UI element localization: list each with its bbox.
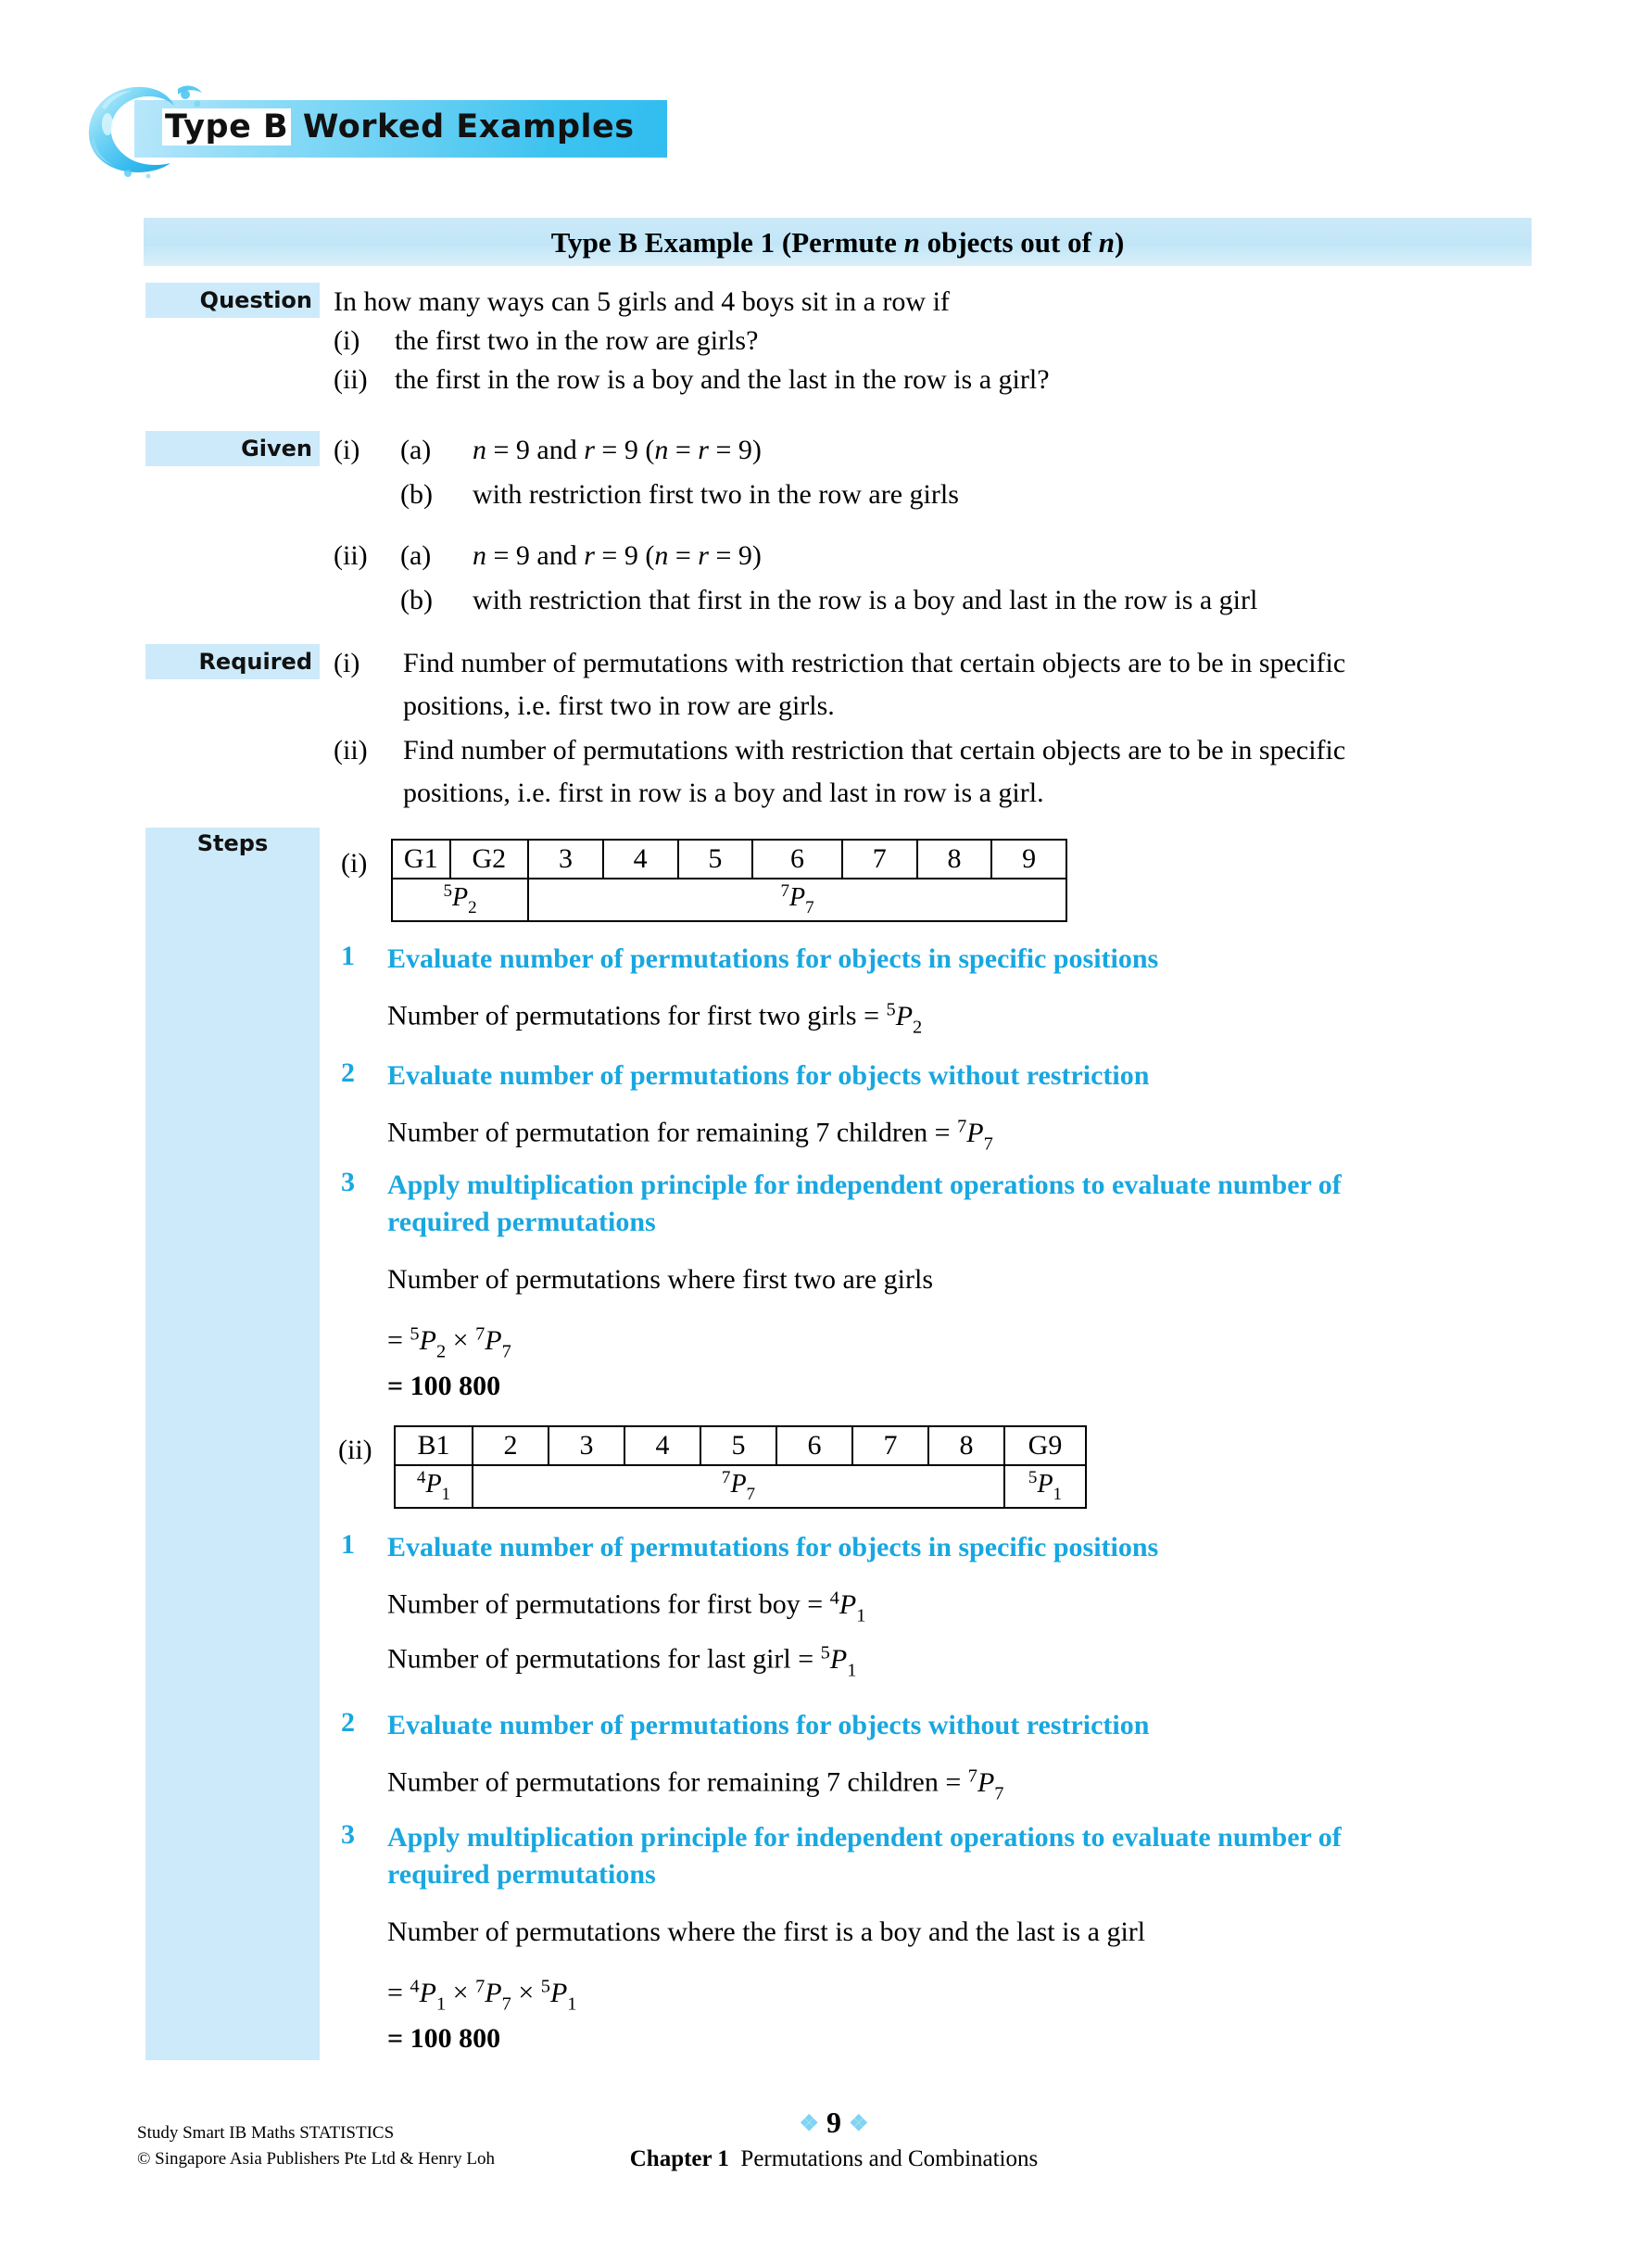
- part-ii-cell-2: 2: [473, 1426, 549, 1465]
- question-item-1-text: the first two in the row are girls?: [395, 325, 759, 356]
- part-ii-table-row-positions: [395, 1426, 1086, 1465]
- given-group-2-b-text: with restriction that first in the row is a boy and last in the row is a girl: [473, 585, 1258, 615]
- required-item-2-text2: positions, i.e. first in row is a boy and last in row is a girl.: [403, 778, 1044, 808]
- question-stem: In how many ways can 5 girls and 4 boys sit in a row if: [334, 286, 950, 317]
- question-item-2: [334, 361, 1538, 399]
- part-i-diagram-table: [391, 839, 1067, 922]
- part-i-eq-times: ×: [446, 1324, 476, 1356]
- part-ii-step-3-number: 3: [341, 1819, 355, 1850]
- part-ii-eq-lead: =: [387, 1977, 410, 2008]
- question-label: Question: [145, 283, 320, 318]
- part-ii-step-1-l1-sub: 1: [856, 1605, 866, 1626]
- part-i-eq-sup2: 7: [475, 1323, 486, 1344]
- part-ii-formula-3-sup: 5: [1028, 1468, 1038, 1488]
- part-ii-formula-2-p: P: [730, 1469, 747, 1499]
- part-i-step-1-p: P: [895, 1000, 914, 1031]
- part-i-cell-2: G2: [450, 840, 529, 879]
- given-group-1-a-marker: (a): [400, 435, 432, 465]
- part-i-cell-6: 6: [752, 840, 842, 879]
- part-ii-eq-sub1: 1: [435, 1993, 447, 2015]
- part-ii-step-2-line-1-text: Number of permutations for remaining 7 children =: [387, 1766, 968, 1798]
- part-ii-eq-sup1: 4: [410, 1976, 420, 1996]
- part-ii-eq-sup2: 7: [475, 1976, 486, 1996]
- part-ii-answer: = 100 800: [387, 2023, 501, 2054]
- part-i-step-3-body: Number of permutations where first two are girls: [387, 1264, 933, 1295]
- example-title-post: ): [1114, 226, 1125, 259]
- given-label: Given: [145, 431, 320, 466]
- part-i-eq-lead: =: [387, 1324, 410, 1356]
- given-group-2-a-marker: (a): [400, 540, 432, 571]
- question-item-2-marker: (ii): [334, 364, 368, 395]
- footer-publisher-line-1: Study Smart IB Maths STATISTICS: [137, 2123, 395, 2143]
- given-2a-mid: = 9 and: [486, 540, 585, 571]
- part-ii-formula-1-sub: 1: [441, 1484, 451, 1504]
- part-ii-step-1-line-1-text: Number of permutations for first boy =: [387, 1588, 830, 1620]
- part-ii-step-1-line-1: [387, 1578, 865, 1635]
- banner-title: [162, 108, 635, 145]
- page-banner: [74, 100, 667, 158]
- part-i-step-3-equation: = $^5P_2 \times ^7P_7$: [387, 1323, 511, 1362]
- part-ii-cell-5: 5: [700, 1426, 776, 1465]
- example-title-mid: objects out of: [919, 226, 1099, 259]
- banner-title-prefix: Type B: [162, 108, 291, 145]
- part-ii-eq-sub2: 7: [501, 1993, 511, 2015]
- part-ii-cell-8: 8: [928, 1426, 1004, 1465]
- part-ii-step-3-body: Number of permutations where the first is a boy and the last is a girl: [387, 1917, 1146, 1947]
- part-ii-step-1-l2-sub: 1: [847, 1660, 857, 1681]
- required-item-2-marker: (ii): [334, 735, 368, 765]
- part-i-cell-9: 9: [991, 840, 1066, 879]
- example-title-var2: n: [1098, 226, 1115, 259]
- part-ii-step-2-heading: Evaluate number of permutations for objects without restriction: [387, 1710, 1150, 1740]
- part-i-step-2-line-1: [387, 1107, 993, 1163]
- part-i-formula-2: [528, 879, 1066, 921]
- given-1a-r2: r: [698, 435, 709, 465]
- part-i-formula-1-sup: 5: [443, 881, 453, 902]
- banner-title-suffix: Worked Examples: [302, 108, 635, 145]
- question-block: [334, 283, 1538, 399]
- part-ii-step-3-equation: = $^4P_1 \times ^7P_7 \times ^5P_1$: [387, 1976, 577, 2015]
- required-item-1-line2: [334, 687, 1557, 731]
- given-2a-r: r: [584, 540, 595, 571]
- part-i-formula-1-p: P: [452, 882, 469, 912]
- footer-deco-right-icon: ❖: [849, 2112, 869, 2136]
- part-ii-cell-9: G9: [1004, 1426, 1086, 1465]
- part-i-step-2-sub: 7: [983, 1133, 993, 1155]
- part-i-eq-sub2: 7: [501, 1341, 511, 1362]
- required-item-1-text1: Find number of permutations with restriction that certain objects are to be in specific: [403, 648, 1346, 678]
- part-i-step-1-sub: 2: [913, 1017, 923, 1038]
- part-ii-formula-2-sup: 7: [721, 1468, 731, 1488]
- given-group-2-b: [334, 581, 1538, 626]
- part-ii-step-1-number: 1: [341, 1529, 355, 1560]
- part-i-formula-2-sub: 7: [805, 897, 814, 917]
- part-ii-formula-1: [395, 1465, 473, 1508]
- part-i-formula-1-sub: 2: [468, 897, 477, 917]
- required-block: [334, 644, 1557, 818]
- example-title-var1: n: [903, 226, 920, 259]
- part-ii-step-1-line-2: [387, 1633, 856, 1689]
- part-ii-step-3-heading: [387, 1819, 1555, 1893]
- part-i-eq-sup1: 5: [410, 1323, 420, 1344]
- given-2a-end: = 9): [708, 540, 762, 571]
- part-i-step-3-number: 3: [341, 1167, 355, 1197]
- given-group-2-a-text: [473, 537, 762, 576]
- part-i-step-1-line-1: [387, 990, 922, 1046]
- part-i-step-2-line-1-text: Number of permutation for remaining 7 children =: [387, 1117, 958, 1148]
- part-ii-eq-sup3: 5: [540, 1976, 550, 1996]
- part-i-step-3-heading-line-1: Apply multiplication principle for independent operations to evaluate number of: [387, 1170, 1342, 1200]
- given-2a-post: = 9 (: [594, 540, 655, 571]
- part-i-table-row-formulas: [392, 879, 1066, 921]
- part-ii-step-1-l1-p: P: [839, 1588, 857, 1620]
- part-i-answer: = 100 800: [387, 1371, 501, 1401]
- given-1a-mid: = 9 and: [486, 435, 585, 465]
- part-i-table-row-positions: [392, 840, 1066, 879]
- part-ii-cell-4: 4: [624, 1426, 700, 1465]
- part-i-step-3-heading: [387, 1167, 1555, 1241]
- footer-chapter-title: Permutations and Combinations: [740, 2146, 1039, 2171]
- part-i-step-2-p: P: [966, 1117, 984, 1148]
- part-ii-formula-3-sub: 1: [1053, 1484, 1063, 1504]
- given-block: [334, 431, 1538, 626]
- part-ii-formula-2-sub: 7: [746, 1484, 756, 1504]
- part-ii-step-2-sup: 7: [967, 1765, 977, 1786]
- part-ii-step-2-number: 2: [341, 1707, 355, 1738]
- part-ii-eq-sub3: 1: [567, 1993, 577, 2015]
- part-ii-formula-3: [1004, 1465, 1086, 1508]
- part-i-cell-5: 5: [678, 840, 753, 879]
- part-i-cell-7: 7: [842, 840, 917, 879]
- part-i-formula-1: [392, 879, 528, 921]
- part-ii-eq-times: ×: [446, 1977, 476, 2008]
- question-item-1-marker: (i): [334, 325, 360, 356]
- part-ii-marker: (ii): [338, 1435, 372, 1465]
- part-i-cell-4: 4: [603, 840, 678, 879]
- given-1a-n2: n: [654, 435, 669, 465]
- part-ii-formula-1-sup: 4: [416, 1468, 426, 1488]
- required-item-1-marker: (i): [334, 648, 360, 678]
- part-ii-diagram-table: [394, 1425, 1087, 1509]
- part-ii-step-3-heading-line-1: Apply multiplication principle for independent operations to evaluate number of: [387, 1822, 1342, 1853]
- given-2a-r2: r: [698, 540, 709, 571]
- part-i-step-1-heading: Evaluate number of permutations for objects in specific positions: [387, 943, 1159, 974]
- given-group-2-a: [334, 537, 1538, 581]
- required-item-2-line2: [334, 774, 1557, 818]
- part-i-cell-1: G1: [392, 840, 450, 879]
- footer-chapter: [519, 2146, 1149, 2172]
- part-ii-table-row-formulas: [395, 1465, 1086, 1508]
- part-i-formula-2-sup: 7: [780, 881, 790, 902]
- given-group-2-marker: (ii): [334, 540, 368, 571]
- part-ii-step-1-l1-sup: 4: [829, 1588, 839, 1608]
- part-ii-formula-1-p: P: [425, 1469, 442, 1499]
- part-ii-formula-3-p: P: [1037, 1469, 1053, 1499]
- part-ii-step-2-p: P: [977, 1766, 995, 1798]
- example-title-pre: Type B Example 1 (Permute: [550, 226, 904, 259]
- part-ii-cell-3: 3: [549, 1426, 624, 1465]
- steps-label: Steps: [196, 830, 269, 856]
- footer-deco-left-icon: ❖: [799, 2112, 819, 2136]
- part-ii-step-3-heading-line-2: required permutations: [387, 1859, 656, 1890]
- part-i-step-1-number: 1: [341, 941, 355, 971]
- part-i-step-3-heading-line-2: required permutations: [387, 1207, 656, 1237]
- given-1a-n: n: [473, 435, 486, 465]
- required-item-2-text1: Find number of permutations with restriction that certain objects are to be in specific: [403, 735, 1346, 765]
- footer-publisher: [137, 2120, 495, 2172]
- required-item-1-line1: [334, 644, 1557, 687]
- given-group-1-a: [334, 431, 1538, 475]
- part-i-marker: (i): [341, 848, 368, 879]
- part-ii-formula-2: [473, 1465, 1004, 1508]
- part-ii-eq-times2: ×: [511, 1977, 541, 2008]
- given-group-1-b: [334, 475, 1538, 537]
- part-ii-step-2-sub: 7: [994, 1783, 1004, 1804]
- given-group-1-a-text: [473, 431, 762, 470]
- given-2a-n: n: [473, 540, 486, 571]
- part-ii-step-1-heading: Evaluate number of permutations for objects in specific positions: [387, 1532, 1159, 1562]
- part-ii-cell-7: 7: [852, 1426, 928, 1465]
- given-group-1-b-marker: (b): [400, 479, 433, 510]
- part-ii-step-1-line-2-text: Number of permutations for last girl =: [387, 1643, 821, 1675]
- given-group-1-b-text: with restriction first two in the row are girls: [473, 479, 959, 510]
- given-group-1-marker: (i): [334, 435, 360, 465]
- footer-publisher-line-2: © Singapore Asia Publishers Pte Ltd & Henry Loh: [137, 2149, 495, 2169]
- part-ii-cell-6: 6: [776, 1426, 852, 1465]
- part-i-step-1-sup: 5: [886, 999, 896, 1019]
- page-number-block: [760, 2106, 908, 2140]
- part-ii-step-1-l2-p: P: [829, 1643, 848, 1675]
- required-label: Required: [145, 644, 320, 679]
- required-item-1-text2: positions, i.e. first two in row are girls.: [403, 690, 835, 721]
- given-group-2-b-marker: (b): [400, 585, 433, 615]
- steps-label-block: [145, 828, 320, 2060]
- given-1a-eq: =: [668, 435, 699, 465]
- required-item-2-line1: [334, 731, 1557, 774]
- given-1a-r: r: [584, 435, 595, 465]
- question-item-1: [334, 322, 1538, 361]
- footer-chapter-label: Chapter 1: [629, 2146, 729, 2171]
- given-1a-post: = 9 (: [594, 435, 655, 465]
- part-i-step-2-number: 2: [341, 1057, 355, 1088]
- given-1a-end: = 9): [708, 435, 762, 465]
- part-i-cell-3: 3: [528, 840, 603, 879]
- given-2a-n2: n: [654, 540, 669, 571]
- part-i-eq-sub1: 2: [435, 1341, 447, 1362]
- part-i-step-1-line-1-text: Number of permutations for first two girls =: [387, 1000, 887, 1031]
- page-number: 9: [826, 2106, 841, 2139]
- part-ii-cell-1: B1: [395, 1426, 473, 1465]
- part-i-cell-8: 8: [917, 840, 992, 879]
- example-title-bar: [144, 218, 1532, 266]
- part-i-formula-2-p: P: [789, 882, 806, 912]
- part-i-step-2-sup: 7: [957, 1116, 967, 1136]
- part-i-step-2-heading: Evaluate number of permutations for objects without restriction: [387, 1060, 1150, 1091]
- given-2a-eq: =: [668, 540, 699, 571]
- question-item-2-text: the first in the row is a boy and the last in the row is a girl?: [395, 364, 1050, 395]
- example-title: [144, 226, 1532, 259]
- part-ii-step-1-l2-sup: 5: [820, 1642, 830, 1663]
- part-ii-step-2-line-1: [387, 1756, 1003, 1813]
